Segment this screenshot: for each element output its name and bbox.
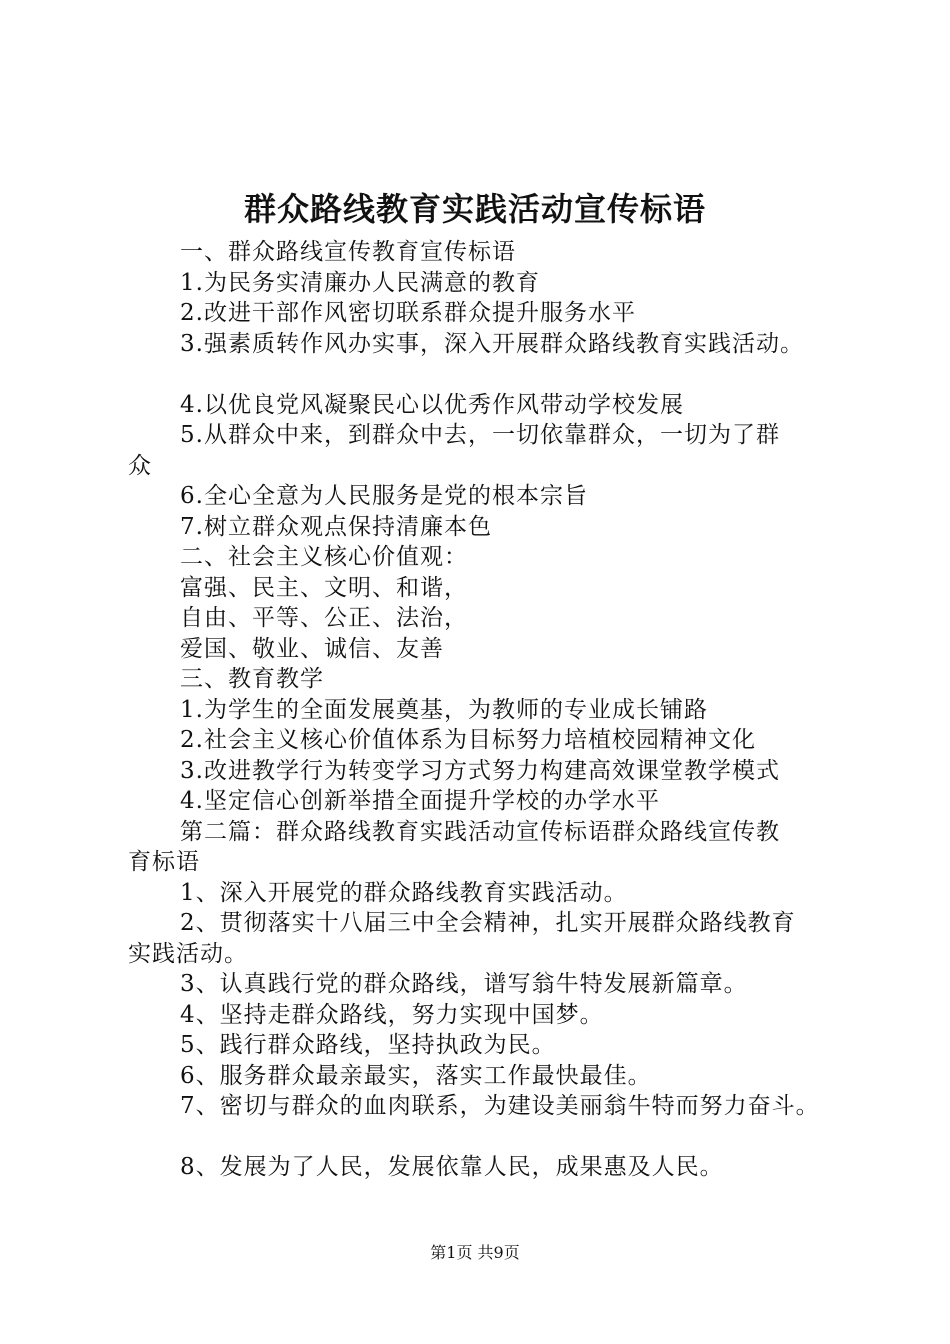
slogan-line: 4、坚持走群众路线，努力实现中国梦。 bbox=[180, 1001, 604, 1028]
page-footer: 第1页 共9页 bbox=[430, 1243, 520, 1262]
chapter-heading-continued: 育标语 bbox=[128, 849, 200, 875]
blank-line bbox=[128, 359, 848, 390]
slogan-line: 2、贯彻落实十八届三中全会精神，扎实开展群众路线教育 bbox=[180, 910, 796, 936]
blank-line bbox=[128, 1122, 848, 1153]
document-body bbox=[128, 237, 848, 1183]
slogan-line: 8、发展为了人民，发展依靠人民，成果惠及人民。 bbox=[180, 1154, 724, 1180]
slogan-line: 1、深入开展党的群众路线教育实践活动。 bbox=[180, 879, 628, 906]
slogan-line: 3、认真践行党的群众路线，谱写翁牛特发展新篇章。 bbox=[180, 971, 748, 997]
slogan-line: 2.改进干部作风密切联系群众提升服务水平 bbox=[180, 300, 636, 326]
chapter-heading: 第二篇：群众路线教育实践活动宣传标语群众路线宣传教 bbox=[180, 818, 780, 845]
values-line: 自由、平等、公正、法治， bbox=[180, 605, 468, 631]
slogan-line: 1.为民务实清廉办人民满意的教育 bbox=[180, 269, 540, 296]
section-heading: 二、社会主义核心价值观： bbox=[180, 544, 468, 570]
slogan-line: 2.社会主义核心价值体系为目标努力培植校园精神文化 bbox=[180, 727, 756, 753]
slogan-line-continued: 实践活动。 bbox=[128, 940, 248, 967]
section-heading: 三、教育教学 bbox=[180, 666, 324, 692]
slogan-line: 5、践行群众路线，坚持执政为民。 bbox=[180, 1032, 556, 1058]
values-line: 富强、民主、文明、和谐， bbox=[180, 574, 468, 601]
slogan-line: 1.为学生的全面发展奠基，为教师的专业成长铺路 bbox=[180, 696, 708, 723]
slogan-line: 7、密切与群众的血肉联系，为建设美丽翁牛特而努力奋斗。 bbox=[180, 1093, 820, 1119]
slogan-line: 4.坚定信心创新举措全面提升学校的办学水平 bbox=[180, 788, 660, 814]
slogan-line: 6.全心全意为人民服务是党的根本宗旨 bbox=[180, 483, 588, 509]
slogan-line: 7.树立群众观点保持清廉本色 bbox=[180, 513, 492, 540]
slogan-line: 3.强素质转作风办实事，深入开展群众路线教育实践活动。 bbox=[180, 330, 804, 357]
document-title: 群众路线教育实践活动宣传标语 bbox=[243, 190, 706, 228]
slogan-line-continued: 众 bbox=[128, 452, 152, 479]
values-line: 爱国、敬业、诚信、友善 bbox=[180, 635, 444, 662]
slogan-line: 3.改进教学行为转变学习方式努力构建高效课堂教学模式 bbox=[180, 757, 780, 784]
slogan-line: 6、服务群众最亲最实，落实工作最快最佳。 bbox=[180, 1062, 652, 1089]
slogan-line: 5.从群众中来，到群众中去，一切依靠群众，一切为了群 bbox=[180, 422, 780, 448]
section-heading: 一、群众路线宣传教育宣传标语 bbox=[180, 239, 516, 265]
slogan-line: 4.以优良党风凝聚民心以优秀作风带动学校发展 bbox=[180, 391, 684, 418]
